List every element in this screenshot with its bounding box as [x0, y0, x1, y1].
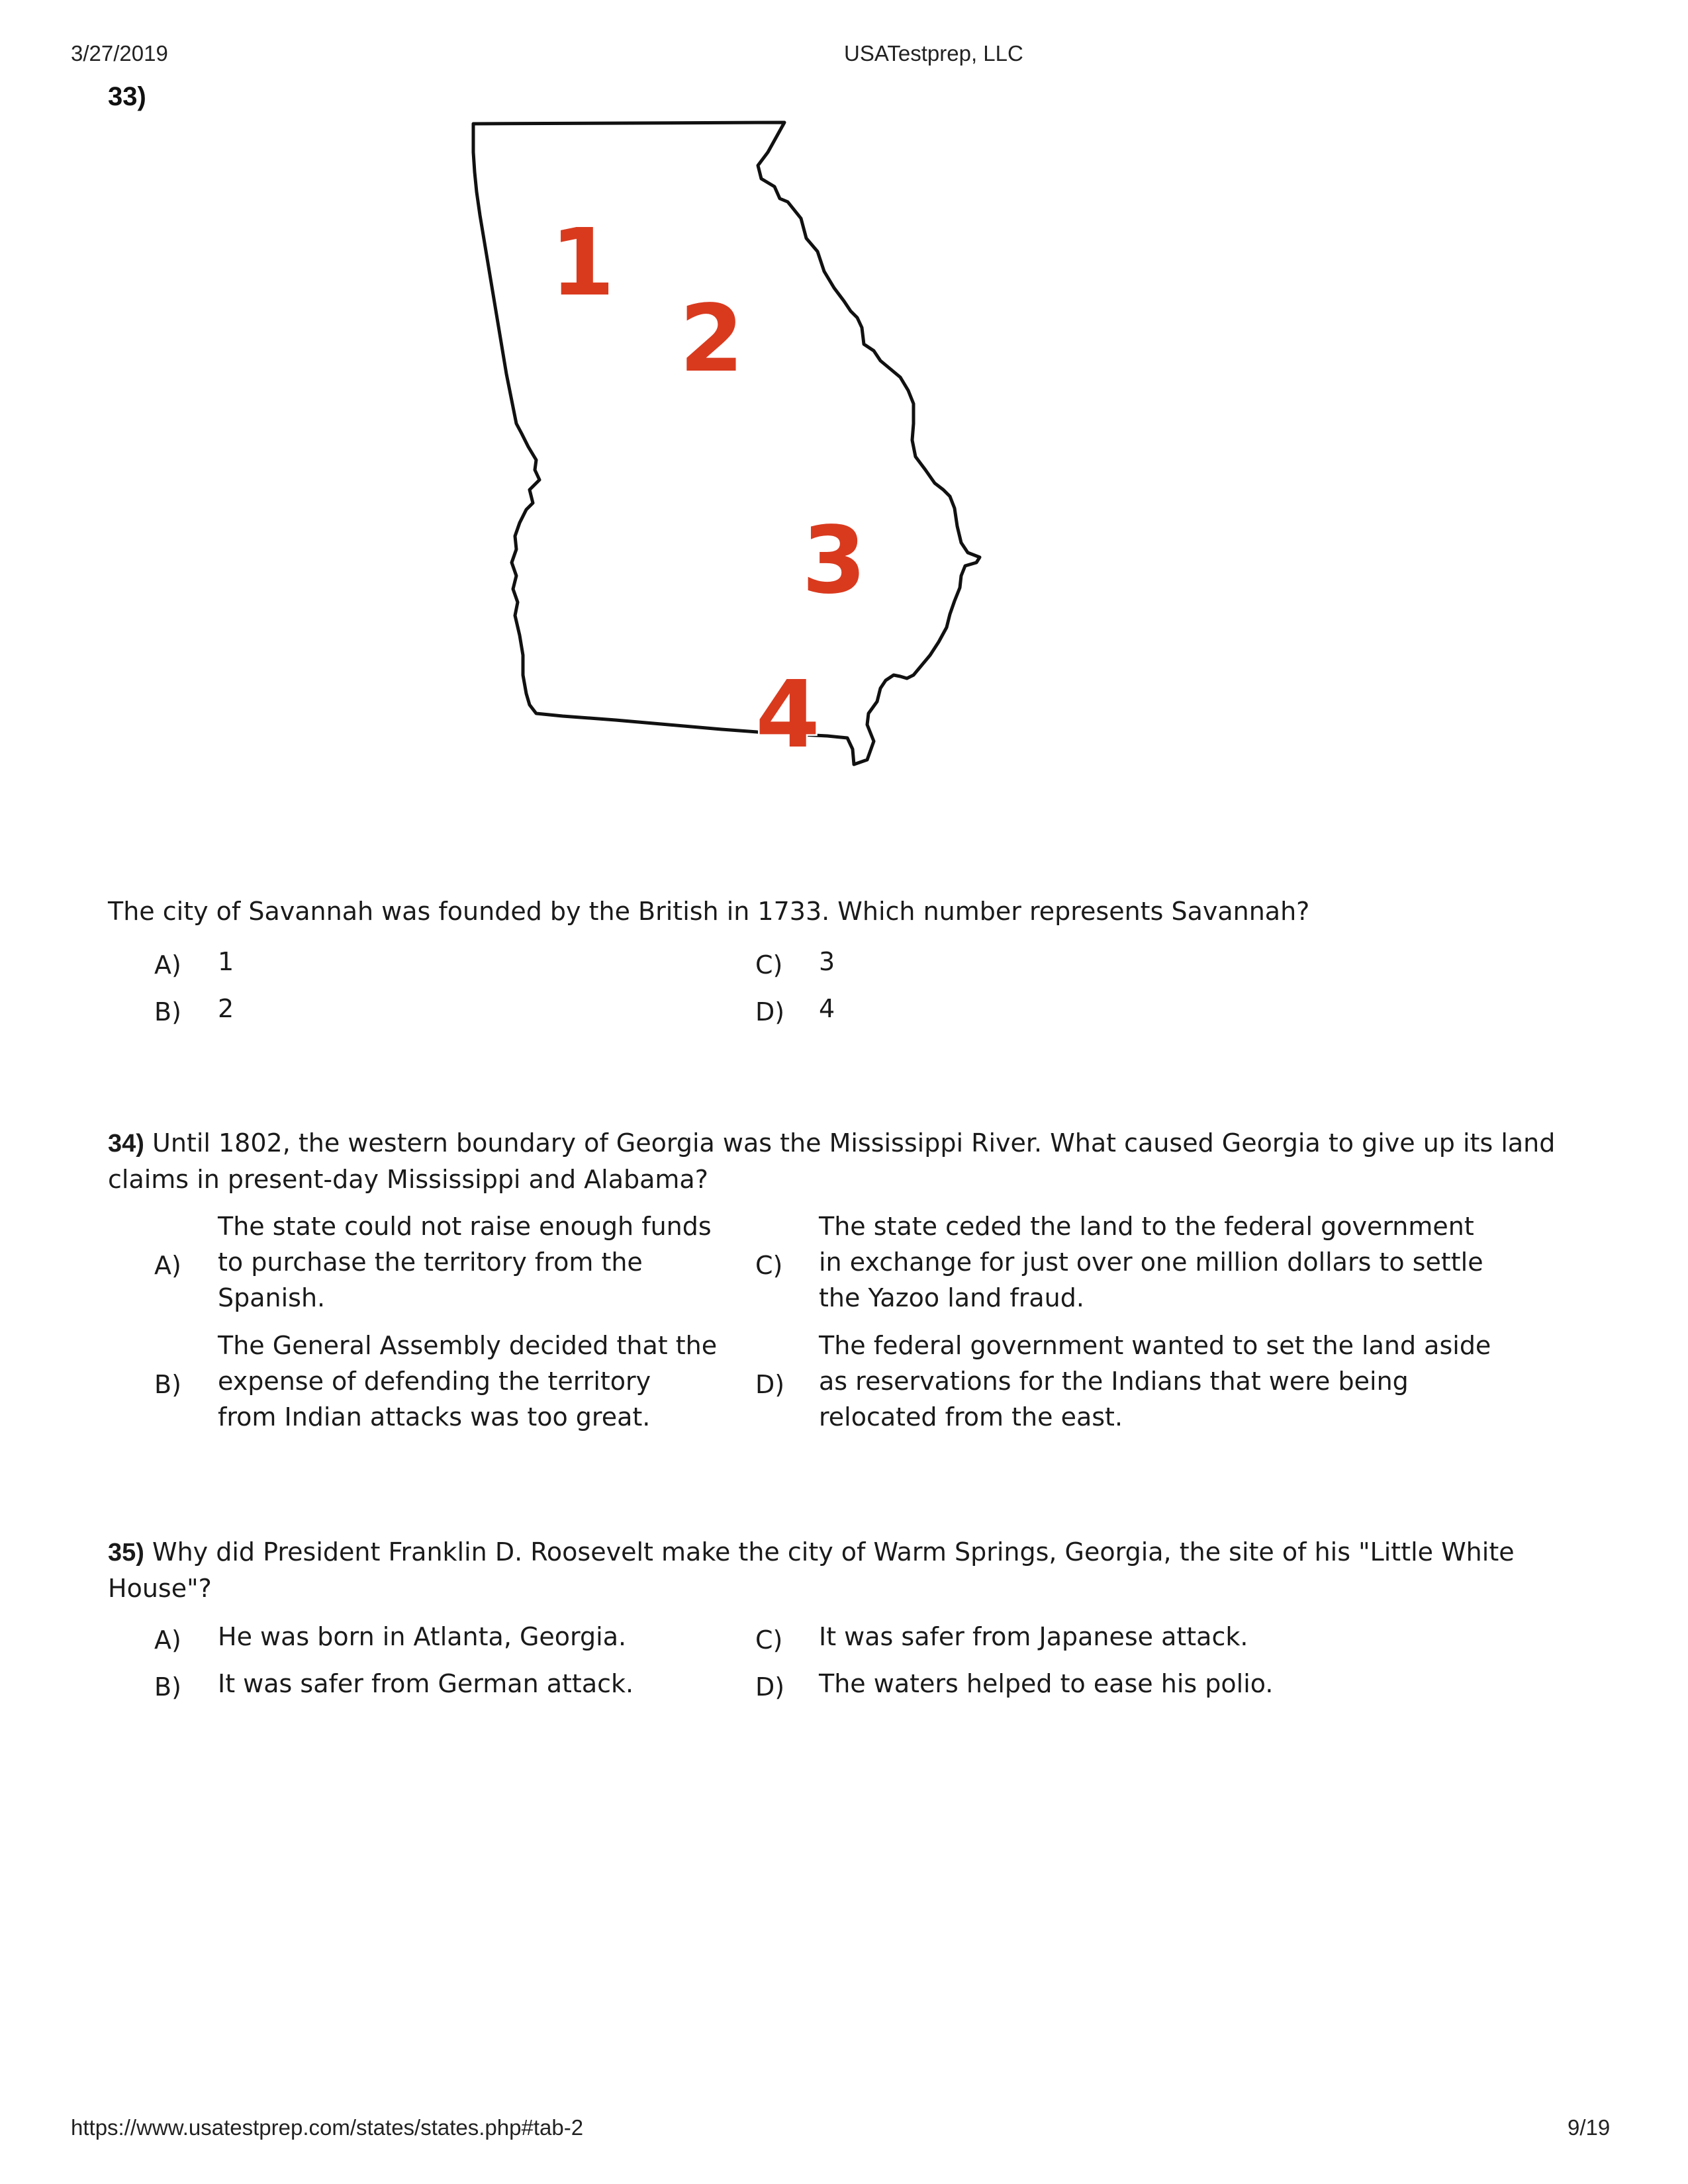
question-33-number: 33) — [108, 82, 146, 111]
q34-option-c-text[interactable] — [819, 1208, 1483, 1316]
map-label-1: 1 — [550, 209, 615, 317]
q34-option-b-line2: expense of defending the territory — [218, 1367, 651, 1396]
q34-option-a-text[interactable] — [218, 1208, 712, 1316]
georgia-outline — [473, 122, 980, 764]
q34-option-d-text[interactable] — [819, 1328, 1491, 1435]
map-label-2: 2 — [679, 285, 744, 393]
question-35-number: 35) — [108, 1539, 144, 1567]
q33-option-b-letter[interactable]: B) — [154, 997, 181, 1026]
q34-option-d-line1: The federal government wanted to set the land aside — [819, 1331, 1491, 1360]
q34-option-c-line2: in exchange for just over one million dollars to settle — [819, 1248, 1483, 1277]
q34-option-a-line1: The state could not raise enough funds — [218, 1212, 712, 1241]
q34-option-d-line3: relocated from the east. — [819, 1402, 1123, 1432]
question-34-prompt — [108, 1125, 1555, 1197]
question-35-prompt — [108, 1534, 1515, 1606]
q35-option-d-text[interactable]: The waters helped to ease his polio. — [819, 1669, 1274, 1698]
q34-option-b-line3: from Indian attacks was too great. — [218, 1402, 651, 1432]
q35-option-b-text[interactable]: It was safer from German attack. — [218, 1669, 634, 1698]
q34-option-b-letter[interactable]: B) — [154, 1370, 181, 1399]
q35-option-c-letter[interactable]: C) — [755, 1625, 783, 1655]
q33-option-d-letter[interactable]: D) — [755, 997, 785, 1026]
q34-option-c-line3: the Yazoo land fraud. — [819, 1283, 1084, 1312]
q34-option-d-letter[interactable]: D) — [755, 1370, 785, 1399]
q34-option-a-letter[interactable]: A) — [154, 1251, 181, 1280]
question-35-line2: House"? — [108, 1574, 212, 1603]
map-label-4: 4 — [755, 661, 820, 769]
page-number: 9/19 — [1568, 2115, 1611, 2140]
q35-option-b-letter[interactable]: B) — [154, 1672, 181, 1702]
q34-option-a-line3: Spanish. — [218, 1283, 326, 1312]
question-34-line1: Until 1802, the western boundary of Georgia was the Mississippi River. What caused Georgia to give up its land — [152, 1128, 1556, 1158]
q34-option-b-text[interactable] — [218, 1328, 717, 1435]
q34-option-c-line1: The state ceded the land to the federal government — [819, 1212, 1474, 1241]
map-label-3: 3 — [802, 507, 867, 615]
q35-option-c-text[interactable]: It was safer from Japanese attack. — [819, 1622, 1248, 1651]
print-date: 3/27/2019 — [71, 41, 168, 66]
q33-option-d-text[interactable]: 4 — [819, 994, 835, 1023]
q35-option-a-text[interactable]: He was born in Atlanta, Georgia. — [218, 1622, 627, 1651]
q34-option-d-line2: as reservations for the Indians that were being — [819, 1367, 1409, 1396]
georgia-map — [457, 113, 1105, 841]
q34-option-b-line1: The General Assembly decided that the — [218, 1331, 718, 1360]
question-34-line2: claims in present-day Mississippi and Alabama? — [108, 1165, 708, 1194]
q35-option-a-letter[interactable]: A) — [154, 1625, 181, 1655]
q33-option-c-text[interactable]: 3 — [819, 947, 835, 976]
footer-url[interactable]: https://www.usatestprep.com/states/states.php#tab-2 — [71, 2115, 584, 2140]
question-35-line1: Why did President Franklin D. Roosevelt make the city of Warm Springs, Georgia, the site of his "Little White — [152, 1537, 1515, 1567]
q34-option-a-line2: to purchase the territory from the — [218, 1248, 643, 1277]
q33-option-a-text[interactable]: 1 — [218, 947, 234, 976]
q33-option-b-text[interactable]: 2 — [218, 994, 234, 1023]
q33-option-c-letter[interactable]: C) — [755, 950, 783, 979]
question-33-prompt: The city of Savannah was founded by the British in 1733. Which number represents Savannah? — [108, 897, 1310, 926]
q35-option-d-letter[interactable]: D) — [755, 1672, 785, 1702]
q34-option-c-letter[interactable]: C) — [755, 1251, 783, 1280]
site-name: USATestprep, LLC — [844, 41, 1023, 66]
q33-option-a-letter[interactable]: A) — [154, 950, 181, 979]
question-34-number: 34) — [108, 1130, 144, 1158]
